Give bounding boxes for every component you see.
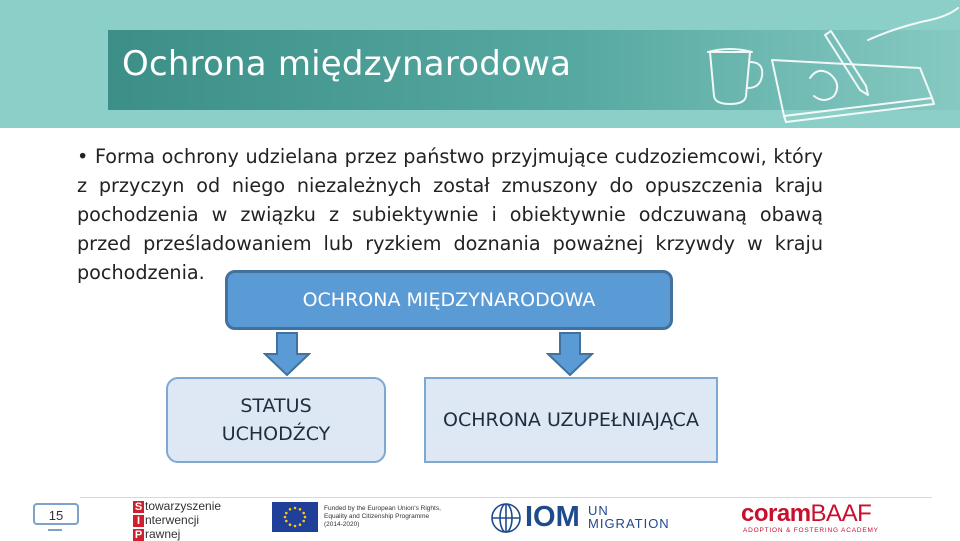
coram-baaf-logo	[741, 501, 871, 527]
definition-text: • Forma ochrony udzielana przez państwo przyjmujące cudzoziemcowi, który z przyczyn od niego niezależnych został zmuszony do opuszczenia kraju pochodzenia w związku z subiektywnie i obiektywnie odczuwaną obawą przed prześladowaniem lub ryzkiem doznania poważnej krzywdy w kraju pochodzenia.	[77, 145, 823, 284]
diagram-root-label: OCHRONA MIĘDZYNARODOWA	[302, 289, 596, 311]
sip-cap-3: P	[134, 529, 143, 541]
slide-title: Ochrona międzynarodowa	[122, 44, 572, 84]
coram-tagline: ADOPTION & FOSTERING ACADEMY	[743, 527, 879, 534]
slide-header	[0, 0, 960, 128]
sip-logo	[133, 498, 233, 540]
sip-cap-2: I	[133, 515, 144, 527]
sip-row-1	[133, 500, 221, 513]
diagram-root-box	[225, 270, 673, 330]
page-number-underline	[48, 529, 62, 531]
sip-rest-3: rawnej	[145, 527, 181, 541]
iom-un-migration	[588, 504, 670, 530]
arrow-down-right-icon	[546, 332, 594, 376]
eu-flag-icon	[272, 502, 318, 532]
refugee-status-box	[166, 377, 386, 463]
cup-and-notebook-drawing-icon	[700, 0, 960, 128]
iom-globe-icon	[490, 502, 522, 534]
refugee-status-line1: STATUS	[240, 395, 312, 417]
refugee-status-line2: UCHODŹCY	[221, 423, 331, 445]
iom-migration: MIGRATION	[588, 516, 670, 531]
sip-row-3	[133, 528, 180, 541]
baaf-wordmark: BAAF	[810, 500, 872, 527]
iom-wordmark: IOM	[525, 501, 580, 533]
arrow-down-left-icon	[263, 332, 311, 376]
page-number: 15	[33, 503, 79, 525]
iom-un: UN	[588, 503, 609, 518]
subsidiary-protection-box	[424, 377, 718, 463]
sip-row-2	[133, 514, 199, 527]
sip-cap-1: S	[134, 501, 143, 513]
sip-rest-1: towarzyszenie	[145, 499, 222, 513]
sip-rest-2: nterwencji	[145, 513, 200, 527]
subsidiary-protection-label: OCHRONA UZUPEŁNIAJĄCA	[443, 409, 699, 431]
funded-by-eu-text: Funded by the European Union's Rights, Equality and Citizenship Programme (2014-2020)	[324, 505, 441, 528]
coram-wordmark: coram	[741, 500, 811, 527]
